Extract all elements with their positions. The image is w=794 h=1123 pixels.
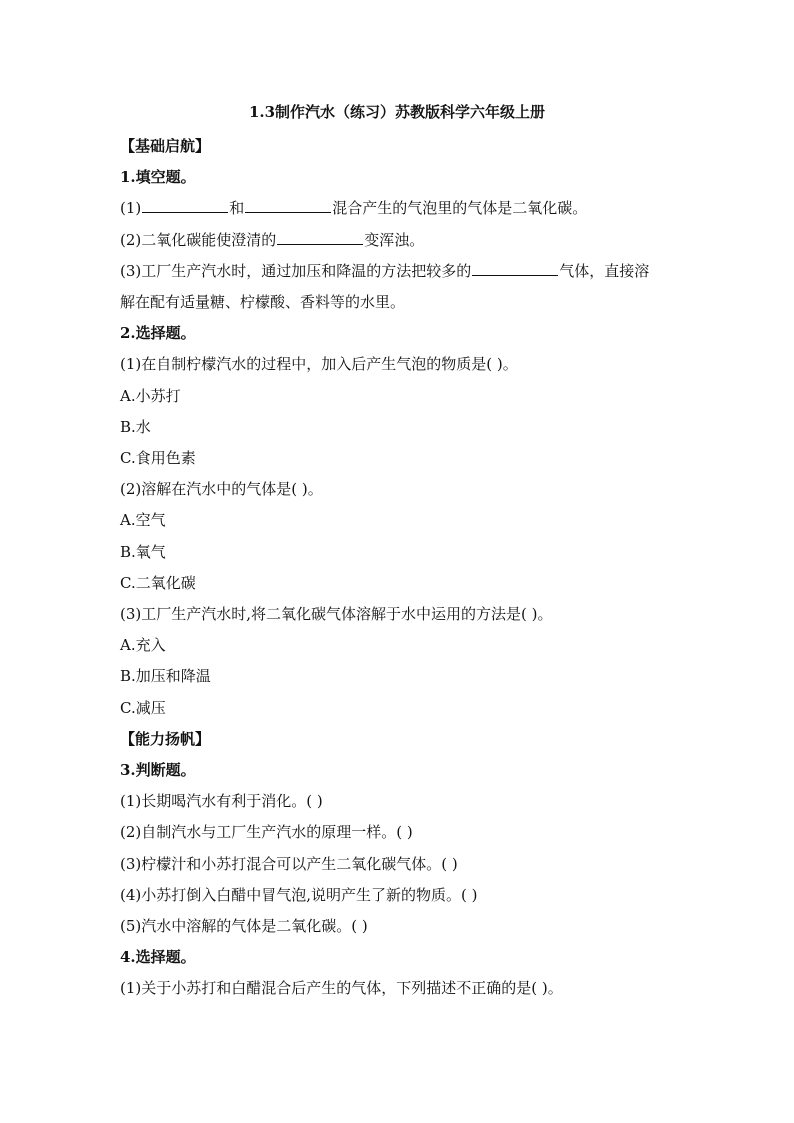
option-a[interactable]: A.空气 [120, 511, 166, 530]
question-3-heading: 3.判断题。 [120, 761, 196, 780]
item-text: 混合产生的气泡里的气体是二氧化碳。 [332, 199, 588, 218]
answer-blank[interactable] [472, 260, 558, 276]
connector-text: 和 [229, 199, 245, 218]
judgement-item-4: (4)小苏打倒入白醋中冒气泡,说明产生了新的物质。( ) [120, 885, 478, 904]
judgement-item-1: (1)长期喝汽水有利于消化。( ) [120, 792, 323, 811]
item-text: 气体，直接溶 [559, 261, 650, 280]
fill-blank-item-3 [120, 256, 680, 287]
question-4-heading: 4.选择题。 [120, 948, 196, 967]
answer-blank[interactable] [142, 197, 228, 213]
option-c[interactable]: C.减压 [120, 698, 166, 717]
section-heading-ability: 【能力扬帆】 [120, 729, 211, 748]
answer-blank[interactable] [245, 197, 331, 213]
item-number: (1) [120, 199, 142, 218]
option-b[interactable]: B.加压和降温 [120, 667, 211, 686]
choice-question-2-1: (1)在自制柠檬汽水的过程中，加入后产生气泡的物质是( )。 [120, 355, 518, 374]
judgement-item-5: (5)汽水中溶解的气体是二氧化碳。( ) [120, 917, 368, 936]
option-c[interactable]: C.二氧化碳 [120, 573, 196, 592]
page-title: 1.3制作汽水（练习）苏教版科学六年级上册 [248, 103, 546, 121]
question-2-heading: 2.选择题。 [120, 324, 196, 343]
worksheet-content [120, 131, 680, 1005]
answer-blank[interactable] [277, 229, 363, 245]
fill-blank-item-2 [120, 225, 680, 256]
choice-question-2-3: (3)工厂生产汽水时,将二氧化碳气体溶解于水中运用的方法是( )。 [120, 605, 553, 624]
option-b[interactable]: B.水 [120, 417, 151, 436]
item-text: 变浑浊。 [364, 230, 425, 249]
item-text: (3)工厂生产汽水时，通过加压和降温的方法把较多的 [120, 261, 472, 280]
fill-blank-item-3-continued: 解在配有适量糖、柠檬酸、香料等的水里。 [120, 293, 406, 312]
judgement-item-3: (3)柠檬汁和小苏打混合可以产生二氧化碳气体。( ) [120, 854, 458, 873]
item-text: (2)二氧化碳能使澄清的 [120, 230, 277, 249]
option-a[interactable]: A.小苏打 [120, 386, 181, 405]
option-c[interactable]: C.食用色素 [120, 449, 196, 468]
option-b[interactable]: B.氧气 [120, 542, 166, 561]
choice-question-2-2: (2)溶解在汽水中的气体是( )。 [120, 480, 323, 499]
option-a[interactable]: A.充入 [120, 636, 166, 655]
question-1-heading: 1.填空题。 [120, 168, 196, 187]
choice-question-4-1: (1)关于小苏打和白醋混合后产生的气体，下列描述不正确的是( )。 [120, 979, 563, 998]
fill-blank-item-1 [120, 193, 680, 224]
section-heading-basic: 【基础启航】 [120, 137, 211, 155]
judgement-item-2: (2)自制汽水与工厂生产汽水的原理一样。( ) [120, 823, 413, 842]
